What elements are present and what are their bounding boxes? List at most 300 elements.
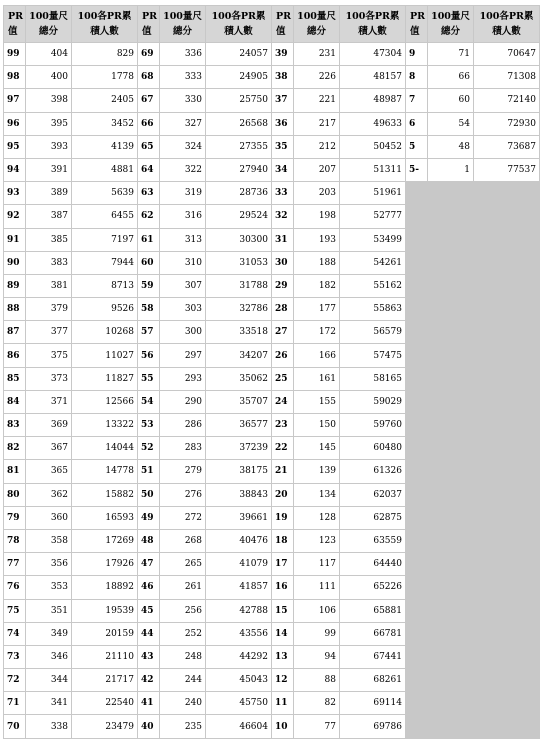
score-cell: 365 xyxy=(26,460,72,483)
score-cell: 353 xyxy=(26,576,72,599)
cumulative-count-cell: 33518 xyxy=(206,321,272,344)
pr-value-cell: 89 xyxy=(4,274,26,297)
score-cell: 252 xyxy=(160,622,206,645)
cumulative-count-cell: 72930 xyxy=(474,112,540,135)
cumulative-count-cell: 11027 xyxy=(72,344,138,367)
cumulative-count-cell: 36577 xyxy=(206,414,272,437)
score-cell: 333 xyxy=(160,66,206,89)
pr-value-cell: 78 xyxy=(4,529,26,552)
cumulative-count-cell: 62875 xyxy=(340,506,406,529)
cumulative-count-cell: 54261 xyxy=(340,251,406,274)
pr-value-cell: 44 xyxy=(138,622,160,645)
pr-value-cell: 17 xyxy=(272,553,294,576)
pr-value-cell: 10 xyxy=(272,715,294,738)
score-cell: 313 xyxy=(160,228,206,251)
score-cell: 360 xyxy=(26,506,72,529)
score-cell: 111 xyxy=(294,576,340,599)
header-score-1: 100量尺總分 xyxy=(26,6,72,43)
cumulative-count-cell: 59760 xyxy=(340,414,406,437)
score-cell: 346 xyxy=(26,645,72,668)
cumulative-count-cell: 42788 xyxy=(206,599,272,622)
pr-value-cell: 14 xyxy=(272,622,294,645)
cumulative-count-cell: 69114 xyxy=(340,692,406,715)
score-cell: 341 xyxy=(26,692,72,715)
header-pr-4: PR值 xyxy=(406,6,428,43)
cumulative-count-cell: 63559 xyxy=(340,529,406,552)
score-cell: 300 xyxy=(160,321,206,344)
cumulative-count-cell: 34207 xyxy=(206,344,272,367)
cumulative-count-cell: 53499 xyxy=(340,228,406,251)
cumulative-count-cell: 59029 xyxy=(340,390,406,413)
pr-value-cell: 72 xyxy=(4,669,26,692)
score-cell: 387 xyxy=(26,205,72,228)
pr-score-table xyxy=(3,5,540,739)
cumulative-count-cell: 9526 xyxy=(72,298,138,321)
score-cell: 226 xyxy=(294,66,340,89)
score-cell: 324 xyxy=(160,135,206,158)
score-cell: 398 xyxy=(26,89,72,112)
pr-value-cell: 63 xyxy=(138,182,160,205)
cumulative-count-cell: 77537 xyxy=(474,158,540,181)
pr-value-cell: 48 xyxy=(138,529,160,552)
pr-value-cell: 73 xyxy=(4,645,26,668)
cumulative-count-cell: 48987 xyxy=(340,89,406,112)
table-row xyxy=(4,135,540,158)
score-cell: 145 xyxy=(294,437,340,460)
pr-value-cell: 93 xyxy=(4,182,26,205)
score-cell: 60 xyxy=(428,89,474,112)
pr-value-cell: 42 xyxy=(138,669,160,692)
table-row xyxy=(4,158,540,181)
cumulative-count-cell: 4881 xyxy=(72,158,138,181)
pr-value-cell: 7 xyxy=(406,89,428,112)
score-cell: 217 xyxy=(294,112,340,135)
pr-value-cell: 82 xyxy=(4,437,26,460)
pr-value-cell: 74 xyxy=(4,622,26,645)
pr-value-cell: 77 xyxy=(4,553,26,576)
cumulative-count-cell: 14044 xyxy=(72,437,138,460)
cumulative-count-cell: 30300 xyxy=(206,228,272,251)
score-cell: 391 xyxy=(26,158,72,181)
header-cum-1: 100各PR累積人數 xyxy=(72,6,138,43)
cumulative-count-cell: 19539 xyxy=(72,599,138,622)
score-cell: 356 xyxy=(26,553,72,576)
score-cell: 307 xyxy=(160,274,206,297)
cumulative-count-cell: 24905 xyxy=(206,66,272,89)
cumulative-count-cell: 51311 xyxy=(340,158,406,181)
pr-value-cell: 55 xyxy=(138,367,160,390)
score-cell: 150 xyxy=(294,414,340,437)
header-cum-4: 100各PR累積人數 xyxy=(474,6,540,43)
pr-value-cell: 95 xyxy=(4,135,26,158)
score-cell: 248 xyxy=(160,645,206,668)
pr-value-cell: 24 xyxy=(272,390,294,413)
cumulative-count-cell: 31788 xyxy=(206,274,272,297)
cumulative-count-cell: 48157 xyxy=(340,66,406,89)
score-cell: 351 xyxy=(26,599,72,622)
pr-value-cell: 13 xyxy=(272,645,294,668)
pr-value-cell: 99 xyxy=(4,43,26,66)
score-cell: 99 xyxy=(294,622,340,645)
pr-value-cell: 54 xyxy=(138,390,160,413)
pr-value-cell: 40 xyxy=(138,715,160,738)
score-cell: 400 xyxy=(26,66,72,89)
cumulative-count-cell: 45750 xyxy=(206,692,272,715)
header-pr-1: PR值 xyxy=(4,6,26,43)
header-row xyxy=(4,6,540,43)
pr-value-cell: 68 xyxy=(138,66,160,89)
score-cell: 393 xyxy=(26,135,72,158)
cumulative-count-cell: 24057 xyxy=(206,43,272,66)
cumulative-count-cell: 65226 xyxy=(340,576,406,599)
pr-value-cell: 29 xyxy=(272,274,294,297)
score-cell: 139 xyxy=(294,460,340,483)
cumulative-count-cell: 35707 xyxy=(206,390,272,413)
score-cell: 88 xyxy=(294,669,340,692)
pr-value-cell: 96 xyxy=(4,112,26,135)
score-cell: 203 xyxy=(294,182,340,205)
cumulative-count-cell: 60480 xyxy=(340,437,406,460)
pr-value-cell: 85 xyxy=(4,367,26,390)
pr-value-cell: 15 xyxy=(272,599,294,622)
cumulative-count-cell: 39661 xyxy=(206,506,272,529)
pr-value-cell: 52 xyxy=(138,437,160,460)
score-cell: 327 xyxy=(160,112,206,135)
pr-table-container xyxy=(3,5,540,739)
pr-value-cell: 36 xyxy=(272,112,294,135)
pr-value-cell: 20 xyxy=(272,483,294,506)
cumulative-count-cell: 12566 xyxy=(72,390,138,413)
score-cell: 66 xyxy=(428,66,474,89)
pr-value-cell: 97 xyxy=(4,89,26,112)
score-cell: 322 xyxy=(160,158,206,181)
cumulative-count-cell: 41079 xyxy=(206,553,272,576)
header-score-2: 100量尺總分 xyxy=(160,6,206,43)
pr-value-cell: 45 xyxy=(138,599,160,622)
pr-value-cell: 62 xyxy=(138,205,160,228)
cumulative-count-cell: 52777 xyxy=(340,205,406,228)
score-cell: 358 xyxy=(26,529,72,552)
cumulative-count-cell: 22540 xyxy=(72,692,138,715)
pr-value-cell: 98 xyxy=(4,66,26,89)
cumulative-count-cell: 7944 xyxy=(72,251,138,274)
header-cum-3: 100各PR累積人數 xyxy=(340,6,406,43)
pr-value-cell: 53 xyxy=(138,414,160,437)
pr-value-cell: 25 xyxy=(272,367,294,390)
pr-value-cell: 94 xyxy=(4,158,26,181)
pr-value-cell: 60 xyxy=(138,251,160,274)
cumulative-count-cell: 31053 xyxy=(206,251,272,274)
pr-value-cell: 57 xyxy=(138,321,160,344)
score-cell: 283 xyxy=(160,437,206,460)
pr-value-cell: 5 xyxy=(406,135,428,158)
score-cell: 177 xyxy=(294,298,340,321)
pr-value-cell: 26 xyxy=(272,344,294,367)
score-cell: 128 xyxy=(294,506,340,529)
pr-value-cell: 39 xyxy=(272,43,294,66)
cumulative-count-cell: 6455 xyxy=(72,205,138,228)
pr-value-cell: 8 xyxy=(406,66,428,89)
cumulative-count-cell: 61326 xyxy=(340,460,406,483)
pr-value-cell: 33 xyxy=(272,182,294,205)
score-cell: 261 xyxy=(160,576,206,599)
score-cell: 166 xyxy=(294,344,340,367)
score-cell: 268 xyxy=(160,529,206,552)
pr-value-cell: 5- xyxy=(406,158,428,181)
cumulative-count-cell: 32786 xyxy=(206,298,272,321)
cumulative-count-cell: 55162 xyxy=(340,274,406,297)
pr-value-cell: 50 xyxy=(138,483,160,506)
score-cell: 48 xyxy=(428,135,474,158)
score-cell: 369 xyxy=(26,414,72,437)
pr-value-cell: 81 xyxy=(4,460,26,483)
cumulative-count-cell: 46604 xyxy=(206,715,272,738)
cumulative-count-cell: 27940 xyxy=(206,158,272,181)
score-cell: 377 xyxy=(26,321,72,344)
cumulative-count-cell: 37239 xyxy=(206,437,272,460)
pr-value-cell: 12 xyxy=(272,669,294,692)
score-cell: 94 xyxy=(294,645,340,668)
pr-value-cell: 18 xyxy=(272,529,294,552)
score-cell: 279 xyxy=(160,460,206,483)
score-cell: 193 xyxy=(294,228,340,251)
cumulative-count-cell: 45043 xyxy=(206,669,272,692)
score-cell: 77 xyxy=(294,715,340,738)
pr-value-cell: 84 xyxy=(4,390,26,413)
cumulative-count-cell: 27355 xyxy=(206,135,272,158)
score-cell: 404 xyxy=(26,43,72,66)
score-cell: 395 xyxy=(26,112,72,135)
pr-value-cell: 31 xyxy=(272,228,294,251)
cumulative-count-cell: 16593 xyxy=(72,506,138,529)
score-cell: 286 xyxy=(160,414,206,437)
cumulative-count-cell: 3452 xyxy=(72,112,138,135)
score-cell: 310 xyxy=(160,251,206,274)
cumulative-count-cell: 41857 xyxy=(206,576,272,599)
cumulative-count-cell: 71308 xyxy=(474,66,540,89)
pr-value-cell: 41 xyxy=(138,692,160,715)
pr-value-cell: 65 xyxy=(138,135,160,158)
score-cell: 330 xyxy=(160,89,206,112)
pr-value-cell: 79 xyxy=(4,506,26,529)
pr-value-cell: 35 xyxy=(272,135,294,158)
pr-value-cell: 19 xyxy=(272,506,294,529)
cumulative-count-cell: 5639 xyxy=(72,182,138,205)
pr-value-cell: 88 xyxy=(4,298,26,321)
score-cell: 389 xyxy=(26,182,72,205)
pr-value-cell: 69 xyxy=(138,43,160,66)
pr-value-cell: 71 xyxy=(4,692,26,715)
cumulative-count-cell: 26568 xyxy=(206,112,272,135)
cumulative-count-cell: 64440 xyxy=(340,553,406,576)
table-row xyxy=(4,182,540,205)
cumulative-count-cell: 62037 xyxy=(340,483,406,506)
score-cell: 240 xyxy=(160,692,206,715)
pr-value-cell: 30 xyxy=(272,251,294,274)
pr-value-cell: 91 xyxy=(4,228,26,251)
pr-value-cell: 70 xyxy=(4,715,26,738)
score-cell: 188 xyxy=(294,251,340,274)
header-score-3: 100量尺總分 xyxy=(294,6,340,43)
score-cell: 123 xyxy=(294,529,340,552)
cumulative-count-cell: 72140 xyxy=(474,89,540,112)
cumulative-count-cell: 44292 xyxy=(206,645,272,668)
cumulative-count-cell: 55863 xyxy=(340,298,406,321)
cumulative-count-cell: 40476 xyxy=(206,529,272,552)
cumulative-count-cell: 49633 xyxy=(340,112,406,135)
score-cell: 221 xyxy=(294,89,340,112)
pr-value-cell: 16 xyxy=(272,576,294,599)
pr-value-cell: 64 xyxy=(138,158,160,181)
pr-value-cell: 27 xyxy=(272,321,294,344)
score-cell: 134 xyxy=(294,483,340,506)
score-cell: 161 xyxy=(294,367,340,390)
pr-value-cell: 38 xyxy=(272,66,294,89)
cumulative-count-cell: 67441 xyxy=(340,645,406,668)
cumulative-count-cell: 17269 xyxy=(72,529,138,552)
pr-value-cell: 92 xyxy=(4,205,26,228)
pr-value-cell: 22 xyxy=(272,437,294,460)
cumulative-count-cell: 11827 xyxy=(72,367,138,390)
score-cell: 256 xyxy=(160,599,206,622)
score-cell: 303 xyxy=(160,298,206,321)
score-cell: 231 xyxy=(294,43,340,66)
pr-value-cell: 56 xyxy=(138,344,160,367)
pr-value-cell: 11 xyxy=(272,692,294,715)
cumulative-count-cell: 1778 xyxy=(72,66,138,89)
pr-value-cell: 51 xyxy=(138,460,160,483)
cumulative-count-cell: 10268 xyxy=(72,321,138,344)
pr-value-cell: 43 xyxy=(138,645,160,668)
score-cell: 344 xyxy=(26,669,72,692)
header-pr-2: PR值 xyxy=(138,6,160,43)
score-cell: 265 xyxy=(160,553,206,576)
cumulative-count-cell: 21717 xyxy=(72,669,138,692)
cumulative-count-cell: 35062 xyxy=(206,367,272,390)
cumulative-count-cell: 51961 xyxy=(340,182,406,205)
pr-value-cell: 76 xyxy=(4,576,26,599)
cumulative-count-cell: 66781 xyxy=(340,622,406,645)
cumulative-count-cell: 70647 xyxy=(474,43,540,66)
pr-value-cell: 46 xyxy=(138,576,160,599)
pr-value-cell: 66 xyxy=(138,112,160,135)
pr-value-cell: 59 xyxy=(138,274,160,297)
table-row xyxy=(4,66,540,89)
cumulative-count-cell: 47304 xyxy=(340,43,406,66)
score-cell: 182 xyxy=(294,274,340,297)
cumulative-count-cell: 2405 xyxy=(72,89,138,112)
score-cell: 276 xyxy=(160,483,206,506)
score-cell: 293 xyxy=(160,367,206,390)
cumulative-count-cell: 57475 xyxy=(340,344,406,367)
cumulative-count-cell: 25750 xyxy=(206,89,272,112)
cumulative-count-cell: 18892 xyxy=(72,576,138,599)
pr-value-cell: 67 xyxy=(138,89,160,112)
pr-value-cell: 49 xyxy=(138,506,160,529)
score-cell: 373 xyxy=(26,367,72,390)
empty-area xyxy=(406,182,540,739)
cumulative-count-cell: 829 xyxy=(72,43,138,66)
cumulative-count-cell: 14778 xyxy=(72,460,138,483)
score-cell: 319 xyxy=(160,182,206,205)
score-cell: 235 xyxy=(160,715,206,738)
pr-value-cell: 90 xyxy=(4,251,26,274)
cumulative-count-cell: 17926 xyxy=(72,553,138,576)
table-body xyxy=(4,43,540,739)
cumulative-count-cell: 43556 xyxy=(206,622,272,645)
cumulative-count-cell: 20159 xyxy=(72,622,138,645)
pr-value-cell: 23 xyxy=(272,414,294,437)
pr-value-cell: 28 xyxy=(272,298,294,321)
pr-value-cell: 47 xyxy=(138,553,160,576)
score-cell: 106 xyxy=(294,599,340,622)
score-cell: 172 xyxy=(294,321,340,344)
cumulative-count-cell: 65881 xyxy=(340,599,406,622)
pr-value-cell: 37 xyxy=(272,89,294,112)
pr-value-cell: 80 xyxy=(4,483,26,506)
score-cell: 54 xyxy=(428,112,474,135)
cumulative-count-cell: 8713 xyxy=(72,274,138,297)
score-cell: 371 xyxy=(26,390,72,413)
score-cell: 349 xyxy=(26,622,72,645)
pr-value-cell: 87 xyxy=(4,321,26,344)
score-cell: 117 xyxy=(294,553,340,576)
score-cell: 375 xyxy=(26,344,72,367)
cumulative-count-cell: 73687 xyxy=(474,135,540,158)
pr-value-cell: 6 xyxy=(406,112,428,135)
header-score-4: 100量尺總分 xyxy=(428,6,474,43)
score-cell: 198 xyxy=(294,205,340,228)
cumulative-count-cell: 15882 xyxy=(72,483,138,506)
score-cell: 290 xyxy=(160,390,206,413)
pr-value-cell: 86 xyxy=(4,344,26,367)
score-cell: 272 xyxy=(160,506,206,529)
score-cell: 379 xyxy=(26,298,72,321)
table-row xyxy=(4,43,540,66)
score-cell: 207 xyxy=(294,158,340,181)
score-cell: 383 xyxy=(26,251,72,274)
cumulative-count-cell: 69786 xyxy=(340,715,406,738)
cumulative-count-cell: 28736 xyxy=(206,182,272,205)
pr-value-cell: 21 xyxy=(272,460,294,483)
score-cell: 297 xyxy=(160,344,206,367)
score-cell: 362 xyxy=(26,483,72,506)
pr-value-cell: 83 xyxy=(4,414,26,437)
score-cell: 367 xyxy=(26,437,72,460)
header-cum-2: 100各PR累積人數 xyxy=(206,6,272,43)
score-cell: 385 xyxy=(26,228,72,251)
pr-value-cell: 58 xyxy=(138,298,160,321)
table-row xyxy=(4,89,540,112)
cumulative-count-cell: 50452 xyxy=(340,135,406,158)
score-cell: 212 xyxy=(294,135,340,158)
table-row xyxy=(4,112,540,135)
score-cell: 155 xyxy=(294,390,340,413)
score-cell: 1 xyxy=(428,158,474,181)
pr-value-cell: 32 xyxy=(272,205,294,228)
cumulative-count-cell: 23479 xyxy=(72,715,138,738)
cumulative-count-cell: 56579 xyxy=(340,321,406,344)
score-cell: 316 xyxy=(160,205,206,228)
cumulative-count-cell: 68261 xyxy=(340,669,406,692)
score-cell: 336 xyxy=(160,43,206,66)
cumulative-count-cell: 4139 xyxy=(72,135,138,158)
score-cell: 381 xyxy=(26,274,72,297)
pr-value-cell: 75 xyxy=(4,599,26,622)
cumulative-count-cell: 58165 xyxy=(340,367,406,390)
pr-value-cell: 9 xyxy=(406,43,428,66)
cumulative-count-cell: 38843 xyxy=(206,483,272,506)
